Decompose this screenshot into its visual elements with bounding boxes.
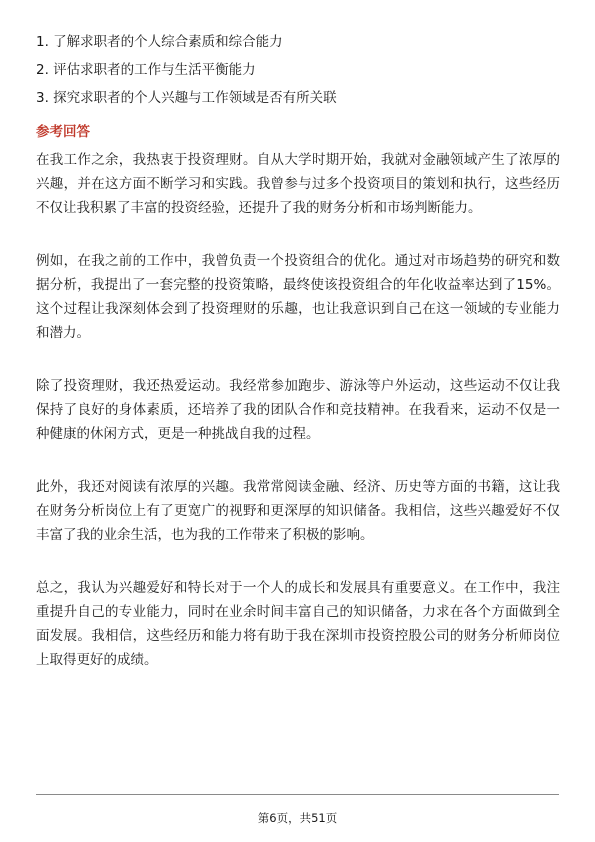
- question-item: 1. 了解求职者的个人综合素质和综合能力: [36, 34, 283, 50]
- answer-paragraph: 在我工作之余，我热衷于投资理财。自从大学时期开始，我就对金融领域产生了浓厚的兴趣，并在这方面不断学习和实践。我曾参与过多个投资项目的策划和执行，这些经历不仅让我积累了丰富的投资经验，还提升了我的财务分析和市场判断能力。: [36, 152, 560, 216]
- footer-divider: [36, 794, 559, 795]
- question-item: 2. 评估求职者的工作与生活平衡能力: [36, 62, 256, 78]
- answer-paragraph: 除了投资理财，我还热爱运动。我经常参加跑步、游泳等户外运动，这些运动不仅让我保持了良好的身体素质，还培养了我的团队合作和竞技精神。在我看来，运动不仅是一种健康的休闲方式，更是一种挑战自我的过程。: [36, 378, 560, 442]
- answer-paragraph: 例如，在我之前的工作中，我曾负责一个投资组合的优化。通过对市场趋势的研究和数据分析，我提出了一套完整的投资策略，最终使该投资组合的年化收益率达到了15%。这个过程让我深刻体会到了投资理财的乐趣，也让我意识到自己在这一领域的专业能力和潜力。: [36, 253, 560, 341]
- answer-body: [36, 148, 560, 701]
- answer-heading: 参考回答: [36, 124, 90, 140]
- question-list: [36, 32, 561, 116]
- page-number: 第6页，共51页: [257, 811, 338, 825]
- answer-paragraph: 总之，我认为兴趣爱好和特长对于一个人的成长和发展具有重要意义。在工作中，我注重提升自己的专业能力，同时在业余时间丰富自己的知识储备，力求在各个方面做到全面发展。我相信，这些经历和能力将有助于我在深圳市投资控股公司的财务分析师岗位上取得更好的成绩。: [36, 580, 560, 668]
- question-item: 3. 探究求职者的个人兴趣与工作领域是否有所关联: [36, 90, 337, 106]
- answer-paragraph: 此外，我还对阅读有浓厚的兴趣。我常常阅读金融、经济、历史等方面的书籍，这让我在财务分析岗位上有了更宽广的视野和更深厚的知识储备。我相信，这些兴趣爱好不仅丰富了我的业余生活，也为我的工作带来了积极的影响。: [36, 479, 560, 543]
